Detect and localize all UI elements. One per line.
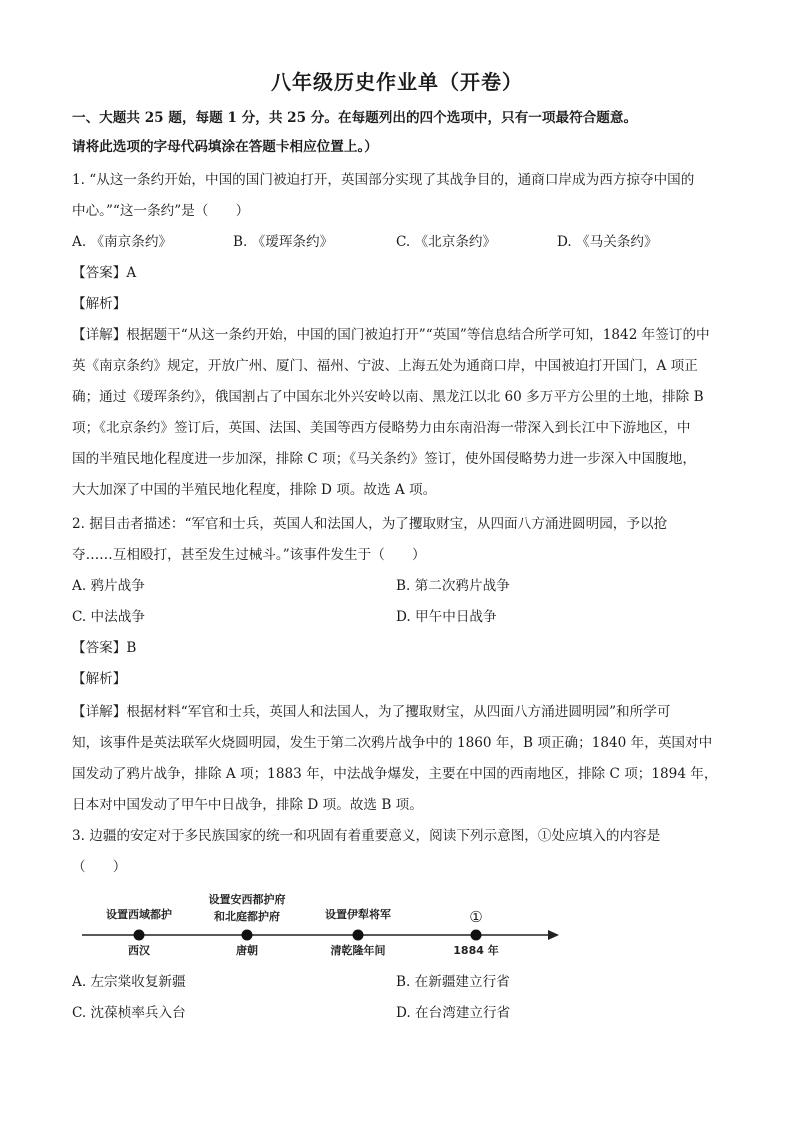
q1-option-a: A. 《南京条约》: [72, 234, 173, 250]
q1-option-b: B. 《瑷珲条约》: [233, 234, 334, 250]
q2-detail-line2: 知，该事件是英法联军火烧圆明园，发生于第二次鸦片战争中的 1860 年，B 项正确；1840 年，英国对中: [72, 735, 713, 751]
q1-option-c: C. 《北京条约》: [396, 234, 497, 250]
page-title: 八年级历史作业单（开卷）: [271, 70, 523, 94]
q1-answer: 【答案】A: [72, 265, 137, 281]
q1-detail-line3: 确；通过《瑷珲条约》，俄国割占了中国东北外兴安岭以南、黑龙江以北 60 多万平方公里的土地，排除 B: [72, 389, 704, 405]
timeline-event3-label: 设置伊犁将军: [325, 908, 391, 921]
q1-stem-line1: 1. “从这一条约开始，中国的国门被迫打开，英国部分实现了其战争目的，通商口岸成为西方掠夺中国的: [72, 172, 695, 188]
q1-analysis-label: 【解析】: [72, 296, 127, 312]
q3-option-b: B. 在新疆建立行省: [396, 974, 510, 990]
q3-timeline-diagram: [72, 882, 572, 962]
timeline-event1-label: 设置西域都护: [106, 908, 172, 921]
q1-detail-line4: 项；《北京条约》签订后，英国、法国、美国等西方侵略势力由东南沿海一带深入到长江中下游地区，中: [72, 420, 691, 436]
q2-answer: 【答案】B: [72, 640, 137, 656]
section-instruction-line1: 一、大题共 25 题，每题 1 分，共 25 分。在每题列出的四个选项中，只有一项最符合题意。: [72, 110, 638, 126]
q3-option-a: A. 左宗棠收复新疆: [72, 974, 186, 990]
q1-detail-line5: 国的半殖民地化程度进一步加深，排除 C 项；《马关条约》签订，使外国侵略势力进一步深入中国腹地，: [72, 451, 696, 467]
q1-detail-line2: 英《南京条约》规定，开放广州、厦门、福州、宁波、上海五处为通商口岸，中国被迫打开国门，A 项正: [72, 358, 698, 374]
q1-stem-line2: 中心。”“这一条约”是（ ）: [72, 203, 250, 219]
timeline-event4-year: 1884 年: [453, 944, 499, 957]
q2-stem-line1: 2. 据目击者描述：“军官和士兵，英国人和法国人，为了攫取财宝，从四面八方涌进圆明园，予以抢: [72, 516, 668, 532]
timeline-event1-dot: [134, 930, 145, 941]
timeline-event2-dot: [242, 930, 253, 941]
q2-option-c: C. 中法战争: [72, 609, 145, 625]
section-instruction-line2: 请将此选项的字母代码填涂在答题卡相应位置上。）: [72, 139, 378, 155]
q2-option-d: D. 甲午中日战争: [396, 609, 497, 625]
q2-detail-line4: 日本对中国发动了甲午中日战争，排除 D 项。故选 B 项。: [72, 797, 423, 813]
timeline-event3-period: 清乾隆年间: [330, 944, 386, 957]
timeline-event2-period: 唐朝: [236, 944, 258, 957]
timeline-arrow-icon: [548, 930, 559, 940]
timeline-event3-dot: [353, 930, 364, 941]
q1-detail-line6: 大大加深了中国的半殖民地化程度，排除 D 项。故选 A 项。: [72, 482, 437, 498]
q3-stem-line1: 3. 边疆的安定对于多民族国家的统一和巩固有着重要意义，阅读下列示意图，①处应填入的内容是: [72, 828, 661, 844]
timeline-event4-marker: ①: [469, 908, 483, 926]
q3-stem-line2: （ ）: [72, 859, 127, 875]
q2-detail-line1: 【详解】根据材料“军官和士兵，英国人和法国人，为了攫取财宝，从四面八方涌进圆明园”和所学可: [72, 704, 671, 720]
timeline-event2-label-line1: 设置安西都护府: [208, 893, 286, 906]
q3-option-d: D. 在台湾建立行省: [396, 1005, 511, 1021]
timeline-event1-period: 西汉: [128, 944, 150, 957]
q1-detail-line1: 【详解】根据题干“从这一条约开始，中国的国门被迫打开”“英国”等信息结合所学可知，1842 年签订的中: [72, 327, 710, 343]
timeline-event2-label-line2: 和北庭都护府: [214, 910, 280, 923]
q1-option-d: D. 《马关条约》: [557, 234, 658, 250]
q3-option-c: C. 沈葆桢率兵入台: [72, 1005, 186, 1021]
q2-stem-line2: 夺……互相殴打，甚至发生过械斗。”该事件发生于（ ）: [72, 547, 426, 563]
q2-detail-line3: 国发动了鸦片战争，排除 A 项；1883 年，中法战争爆发，主要在中国的西南地区，排除 C 项；1894 年，: [72, 766, 718, 782]
q2-option-a: A. 鸦片战争: [72, 578, 145, 594]
q2-analysis-label: 【解析】: [72, 671, 127, 687]
timeline-event4-dot: [471, 930, 482, 941]
q2-option-b: B. 第二次鸦片战争: [396, 578, 510, 594]
